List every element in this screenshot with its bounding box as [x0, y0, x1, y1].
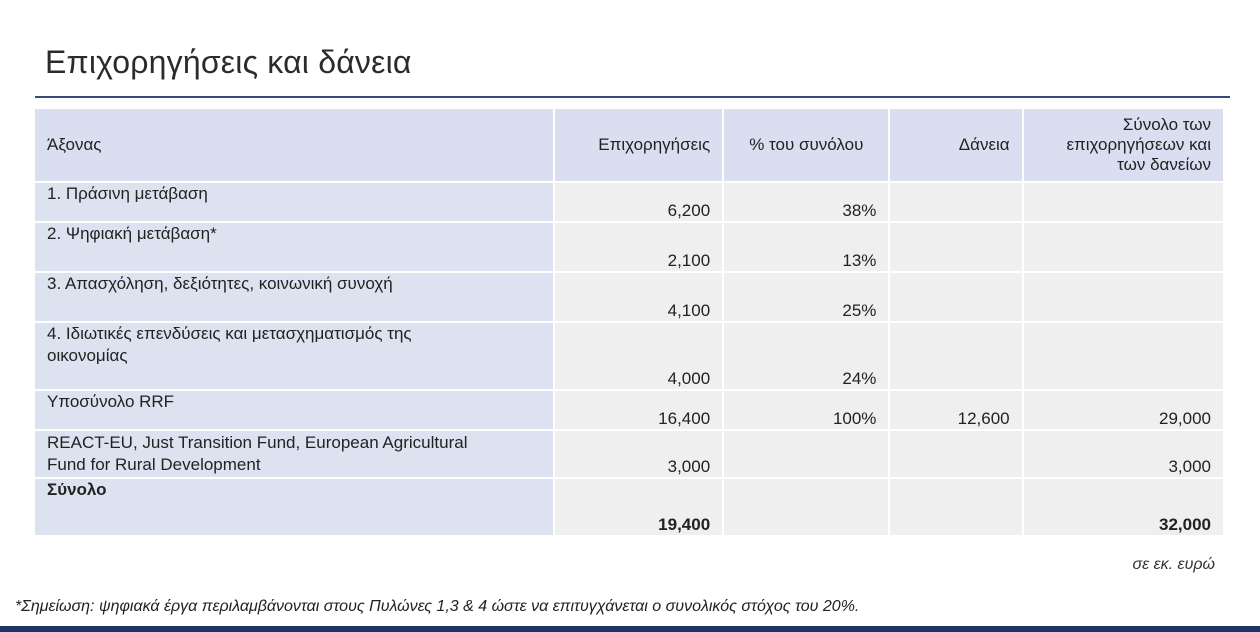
- row-loans: [890, 431, 1021, 477]
- row-percent: 25%: [724, 273, 888, 321]
- table-header-row: [35, 109, 1223, 181]
- row-total: 29,000: [1024, 391, 1223, 429]
- row-loans: 12,600: [890, 391, 1021, 429]
- row-loans: [890, 323, 1021, 389]
- row-total: [1024, 183, 1223, 221]
- footnote: *Σημείωση: ψηφιακά έργα περιλαμβάνονται στους Πυλώνες 1,3 & 4 ώστε να επιτυγχάνεται ο συνολικός στόχος του 20%.: [15, 598, 860, 615]
- row-label-line2: Fund for Rural Development: [47, 455, 261, 474]
- row-total: [1024, 223, 1223, 271]
- row-label: 2. Ψηφιακή μετάβαση*: [35, 223, 553, 271]
- row-total: 3,000: [1024, 431, 1223, 477]
- row-percent: [724, 431, 888, 477]
- title-divider: [35, 96, 1230, 98]
- row-percent: 38%: [724, 183, 888, 221]
- header-axis: Άξονας: [35, 109, 553, 181]
- row-label: Υποσύνολο RRF: [35, 391, 553, 429]
- row-grants: 3,000: [555, 431, 722, 477]
- total-row: [35, 479, 1223, 535]
- row-percent: 100%: [724, 391, 888, 429]
- header-total-line1: Σύνολο των: [1122, 115, 1211, 134]
- page-title: Επιχορηγήσεις και δάνεια: [45, 44, 412, 80]
- bottom-bar: [0, 626, 1260, 632]
- row-label: [35, 431, 553, 477]
- row-grants: 4,000: [555, 323, 722, 389]
- table-row: [35, 273, 1223, 321]
- row-percent: 24%: [724, 323, 888, 389]
- row-grants: 16,400: [555, 391, 722, 429]
- row-percent: [724, 479, 888, 535]
- row-grants: 6,200: [555, 183, 722, 221]
- row-grants: 19,400: [555, 479, 722, 535]
- row-total: 32,000: [1024, 479, 1223, 535]
- row-label: 1. Πράσινη μετάβαση: [35, 183, 553, 221]
- header-total-line3: των δανείων: [1117, 155, 1211, 174]
- row-label: Σύνολο: [35, 479, 553, 535]
- row-percent: 13%: [724, 223, 888, 271]
- row-grants: 4,100: [555, 273, 722, 321]
- header-total-line2: επιχορηγήσεων και: [1066, 135, 1211, 154]
- header-grants: Επιχορηγήσεις: [555, 109, 722, 181]
- header-loans: Δάνεια: [890, 109, 1021, 181]
- row-label: [35, 323, 553, 389]
- header-percent: % του συνόλου: [724, 109, 888, 181]
- row-loans: [890, 183, 1021, 221]
- row-loans: [890, 223, 1021, 271]
- row-total: [1024, 273, 1223, 321]
- row-label-line1: 4. Ιδιωτικές επενδύσεις και μετασχηματισμός της: [47, 324, 412, 343]
- unit-note: σε εκ. ευρώ: [1132, 556, 1215, 573]
- row-loans: [890, 479, 1021, 535]
- table-row: [35, 323, 1223, 389]
- row-total: [1024, 323, 1223, 389]
- row-grants: 2,100: [555, 223, 722, 271]
- row-label-line2: οικονομίας: [47, 346, 128, 365]
- grants-loans-table: [33, 107, 1225, 537]
- table-row: [35, 223, 1223, 271]
- table-row: [35, 431, 1223, 477]
- header-total: [1024, 109, 1223, 181]
- table-row: [35, 183, 1223, 221]
- subtotal-row: [35, 391, 1223, 429]
- row-loans: [890, 273, 1021, 321]
- row-label: 3. Απασχόληση, δεξιότητες, κοινωνική συνοχή: [35, 273, 553, 321]
- row-label-line1: REACT-EU, Just Transition Fund, European Agricultural: [47, 433, 468, 452]
